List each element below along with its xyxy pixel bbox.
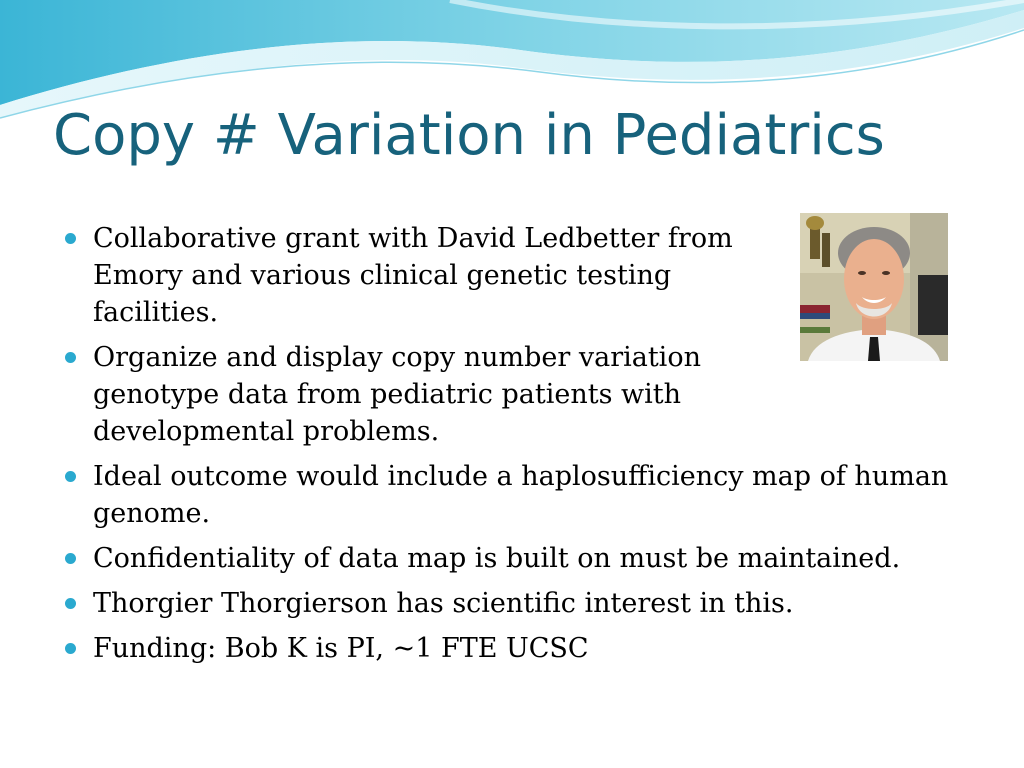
bullet-dot-icon (65, 352, 76, 363)
bullet-text: Ideal outcome would include a haplosufficiency map of human genome. (93, 461, 949, 529)
bullet-text: Confidentiality of data map is built on must be maintained. (93, 543, 901, 574)
bullet-dot-icon (65, 598, 76, 609)
bullet-item (65, 630, 970, 667)
bullet-text: Organize and display copy number variation genotype data from pediatric patients with developmental problems. (93, 342, 701, 447)
portrait-photo (800, 213, 948, 361)
bullet-item (65, 540, 970, 577)
bullet-dot-icon (65, 643, 76, 654)
bullet-dot-icon (65, 471, 76, 482)
bullet-text: Thorgier Thorgierson has scientific interest in this. (93, 588, 794, 619)
bullet-item (65, 585, 970, 622)
bullet-dot-icon (65, 233, 76, 244)
slide-title: Copy # Variation in Pediatrics (53, 103, 885, 168)
bullet-dot-icon (65, 553, 76, 564)
bullet-item (65, 458, 970, 532)
bullet-text: Funding: Bob K is PI, ~1 FTE UCSC (93, 633, 589, 664)
bullet-text: Collaborative grant with David Ledbetter from Emory and various clinical genetic testing facilities. (93, 223, 733, 328)
